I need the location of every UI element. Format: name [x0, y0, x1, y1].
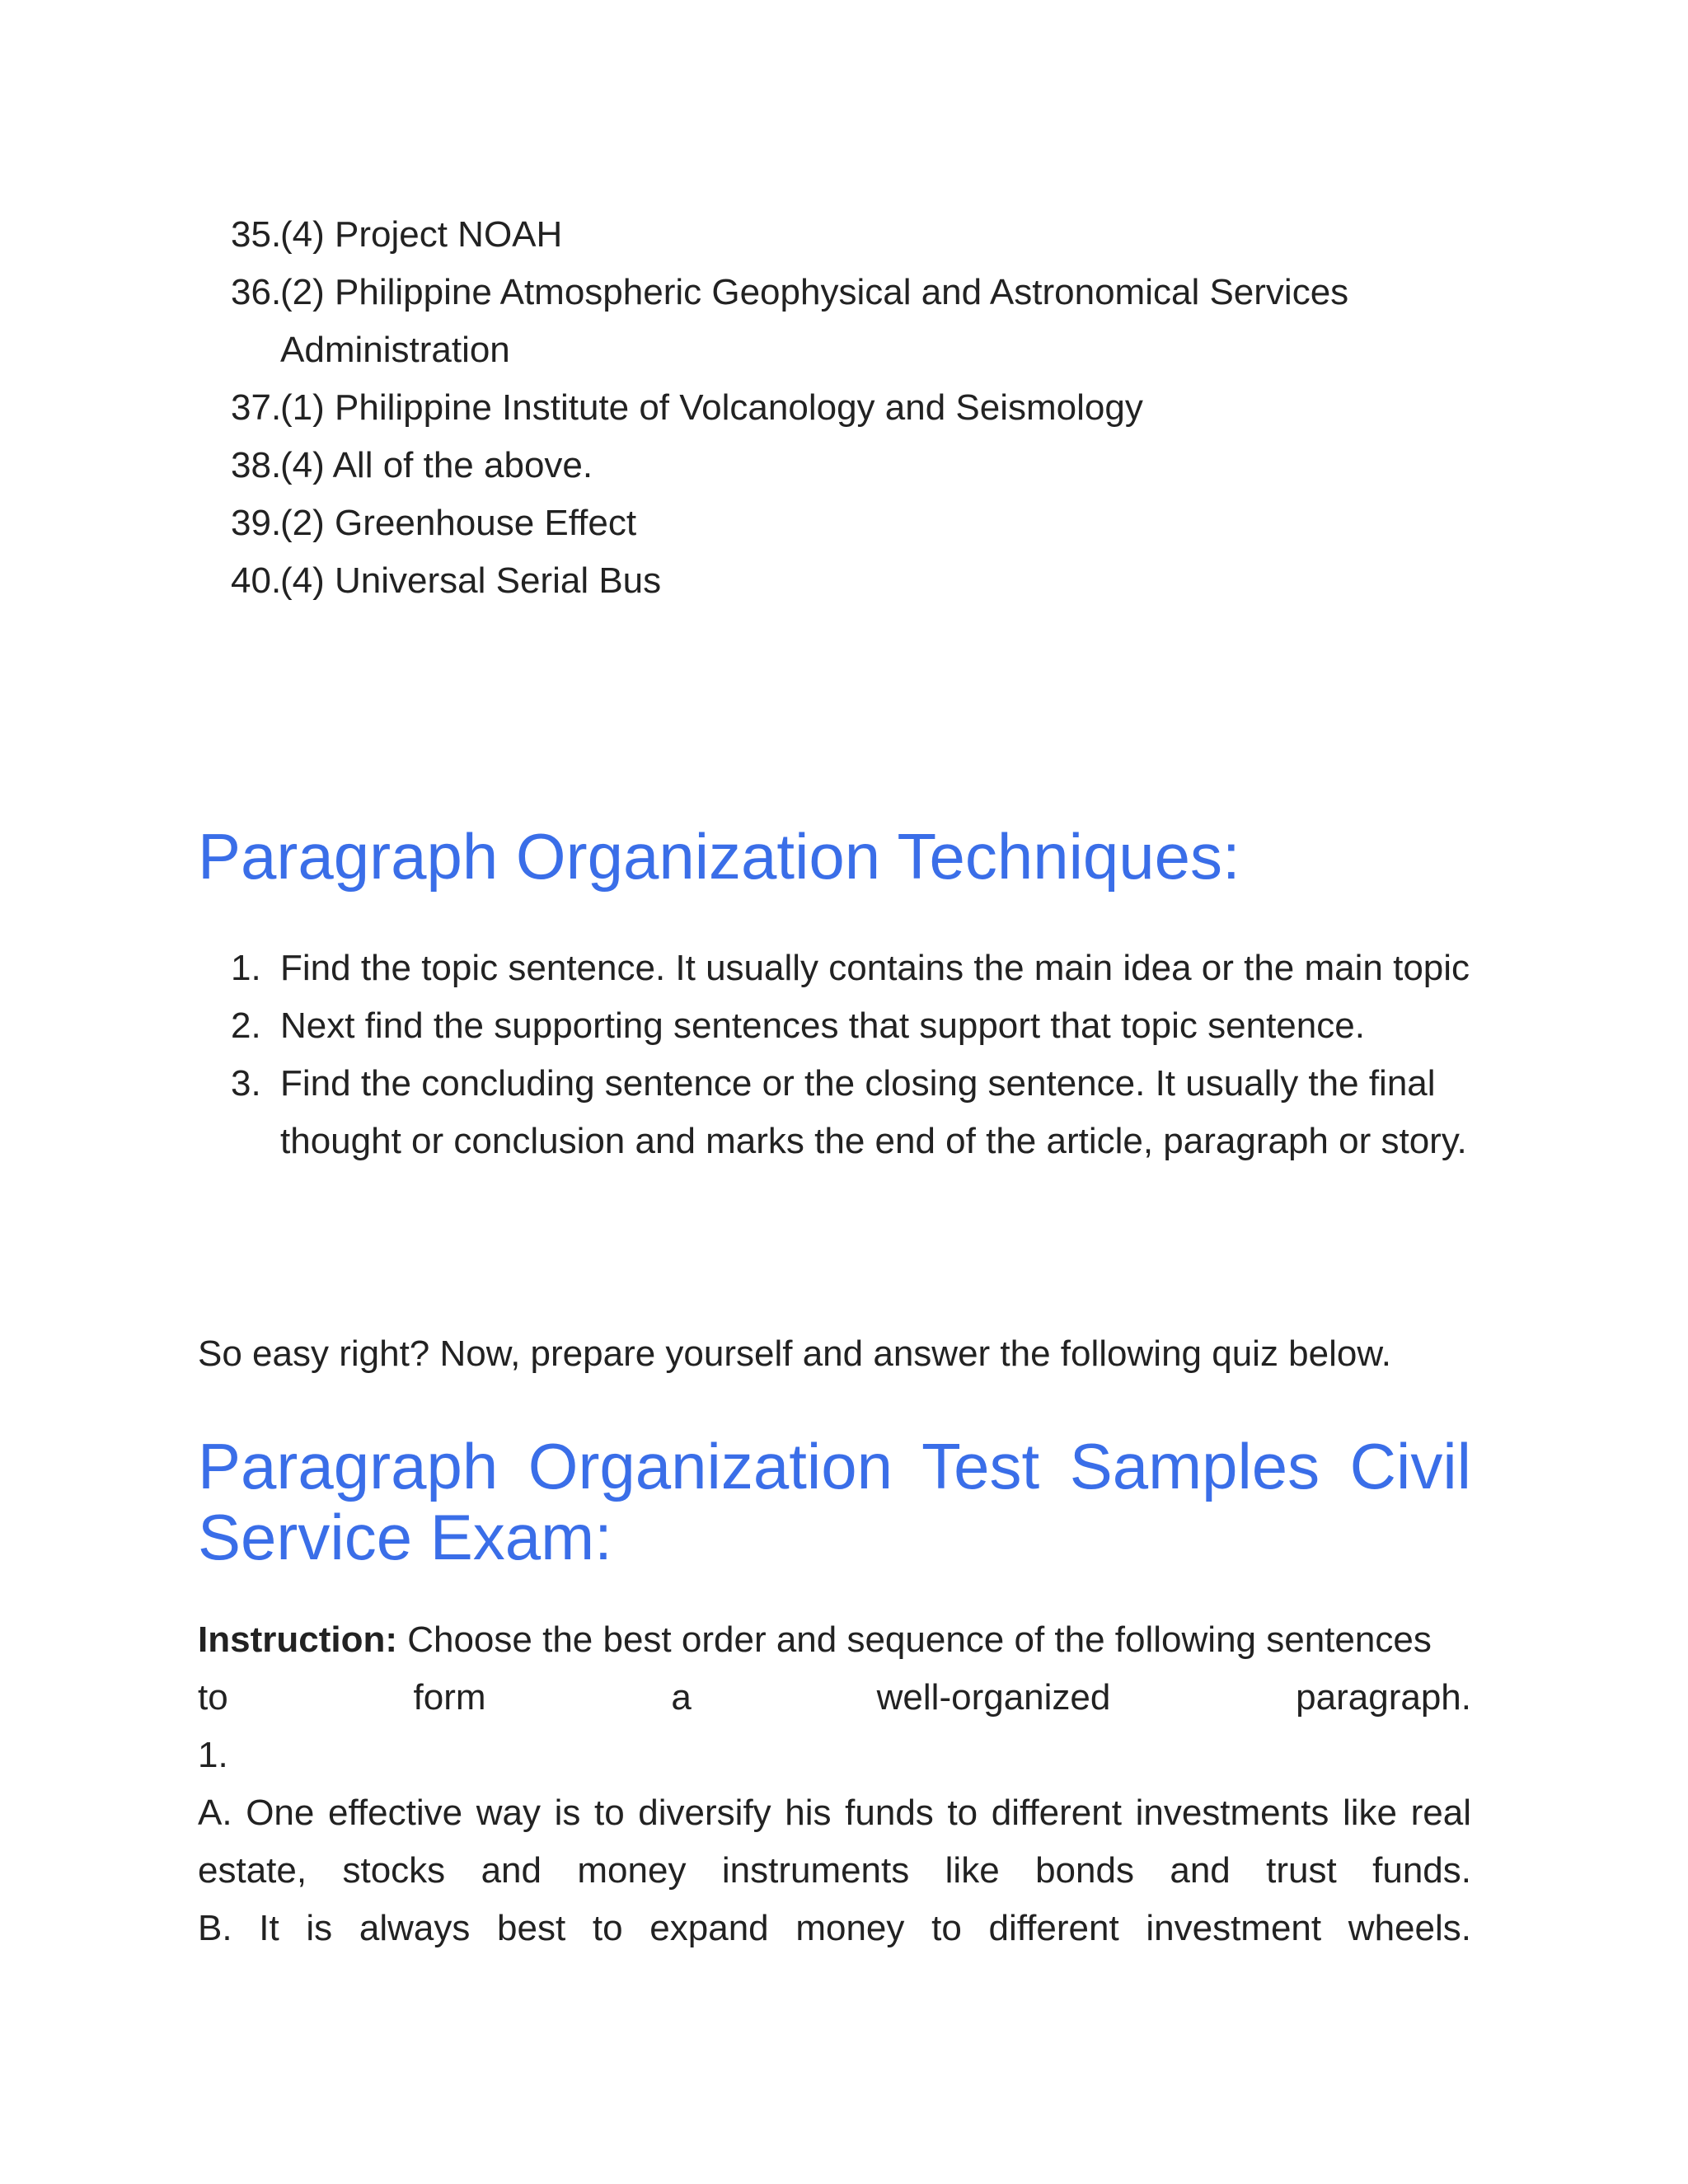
answer-key-list	[198, 206, 1471, 610]
item-text: (4) Universal Serial Bus	[280, 560, 662, 601]
section-heading-techniques: Paragraph Organization Techniques:	[198, 820, 1240, 893]
item-number: 36.	[231, 272, 282, 312]
option-a-line: A. One effective way is to diversify his funds to different investments like real	[198, 1793, 1471, 1833]
list-item	[198, 940, 1471, 997]
item-number: 38.	[231, 445, 282, 485]
item-text: Find the concluding sentence or the closing sentence. It usually the final thought or conclusion and marks the end of the article, paragraph or story.	[280, 1063, 1467, 1161]
list-item	[198, 494, 1471, 552]
option-a-line: estate, stocks and money instruments like bonds and trust funds.	[198, 1850, 1471, 1891]
item-number: 2.	[231, 1005, 261, 1046]
item-number: 35.	[231, 214, 282, 255]
list-item	[198, 264, 1471, 379]
list-item	[198, 206, 1471, 264]
instruction-text-continued: to form a well-organized paragraph.	[198, 1677, 1471, 1718]
instruction-text: Choose the best order and sequence of the following sentences	[396, 1619, 1432, 1660]
item-text: (1) Philippine Institute of Volcanology and Seismology	[280, 387, 1143, 428]
item-text: Find the topic sentence. It usually contains the main idea or the main topic	[280, 948, 1470, 988]
section-heading-test-samples: Paragraph Organization Test Samples Civil Service Exam:	[198, 1430, 1471, 1573]
item-text: (4) Project NOAH	[280, 214, 563, 255]
instruction-line	[198, 1611, 1471, 1669]
list-item	[198, 997, 1471, 1055]
list-item	[198, 379, 1471, 437]
list-item	[198, 1055, 1471, 1170]
item-text: (2) Philippine Atmospheric Geophysical and Astronomical Services Administration	[280, 272, 1349, 370]
item-text: (2) Greenhouse Effect	[280, 503, 637, 543]
instruction-label: Instruction:	[198, 1619, 397, 1660]
item-text: Next find the supporting sentences that support that topic sentence.	[280, 1005, 1365, 1046]
techniques-list	[198, 940, 1471, 1170]
item-number: 39.	[231, 503, 282, 543]
question-number: 1.	[198, 1735, 228, 1775]
closing-sentence: So easy right? Now, prepare yourself and answer the following quiz below.	[198, 1333, 1391, 1374]
option-b-line: B. It is always best to expand money to different investment wheels.	[198, 1908, 1471, 1948]
document-page	[198, 0, 1471, 2184]
instruction-block	[198, 1611, 1471, 1957]
list-item	[198, 552, 1471, 610]
item-number: 37.	[231, 387, 282, 428]
item-number: 40.	[231, 560, 282, 601]
item-number: 3.	[231, 1063, 261, 1104]
list-item	[198, 437, 1471, 494]
item-text: (4) All of the above.	[280, 445, 593, 485]
item-number: 1.	[231, 948, 261, 988]
